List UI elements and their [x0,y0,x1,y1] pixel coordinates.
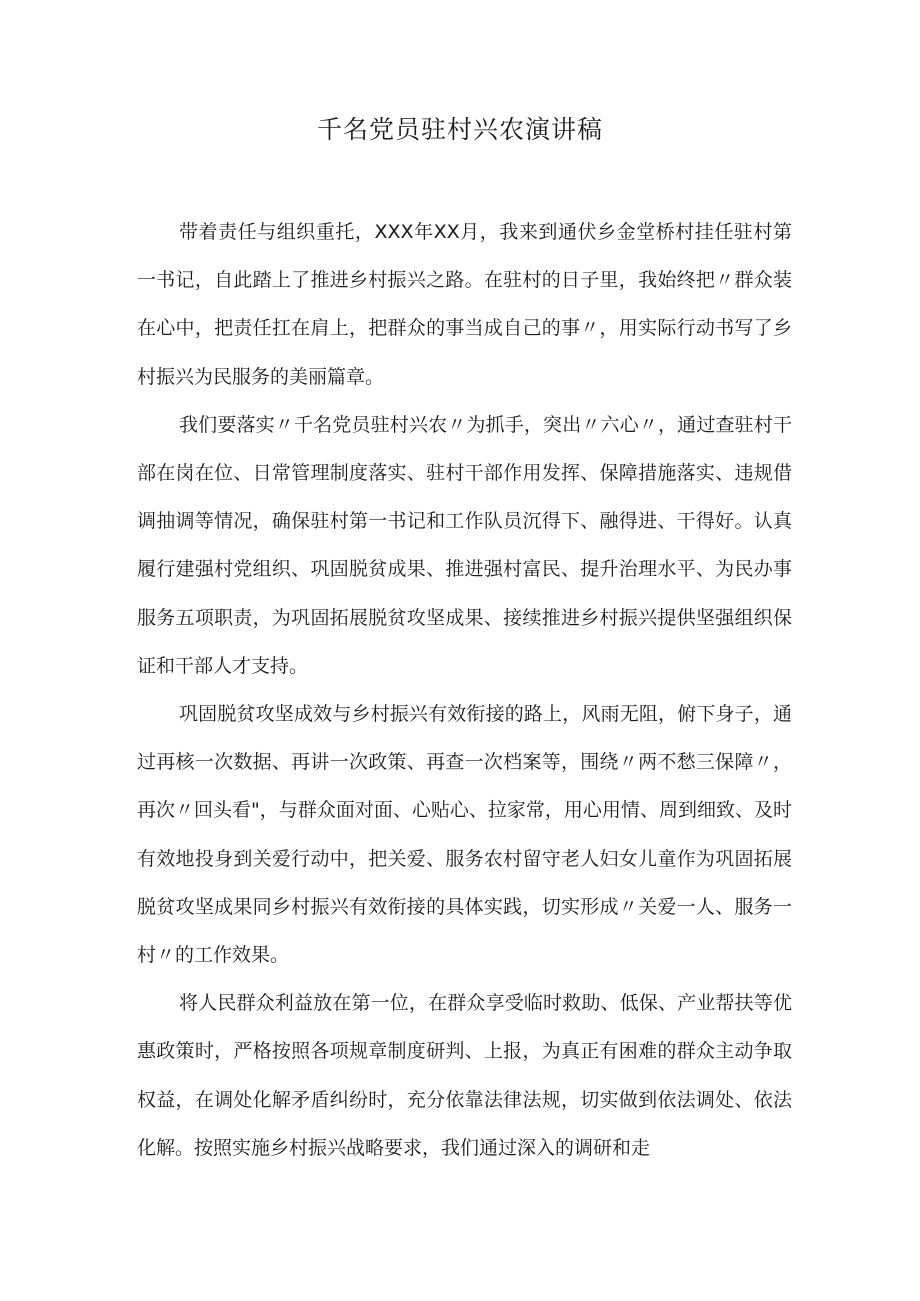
paragraph-2: 我们要落实〃千名党员驻村兴农〃为抓手，突出〃六心〃，通过查驻村干部在岗在位、日常管理制度落实、驻村干部作用发挥、保障措施落实、违规借调抽调等情况，确保驻村第一书记和工作队员沉得下、融得进、干得好。认真履行建强村党组织、巩固脱贫成果、推进强村富民、提升治理水平、为民办事服务五项职责，为巩固拓展脱贫攻坚成果、接续推进乡村振兴提供坚强组织保证和干部人才支持。 [137,413,792,677]
paragraph-3: 巩固脱贫攻坚成效与乡村振兴有效衔接的路上，风雨无阻，俯下身子，通过再核一次数据、再讲一次政策、再查一次档案等，围绕〃两不愁三保障〃，再次〃回头看"，与群众面对面、心贴心、拉家常，用心用情、周到细致、及时有效地投身到关爱行动中，把关爱、服务农村留守老人妇女儿童作为巩固拓展脱贫攻坚成果同乡村振兴有效衔接的具体实践，切实形成〃关爱一人、服务一村〃的工作效果。 [137,703,792,967]
document-title: 千名党员驻村兴农演讲稿 [316,115,603,144]
document-body [137,208,792,1172]
paragraph-1: 带着责任与组织重托，XXX年XX月，我来到通伏乡金堂桥村挂任驻村第一书记，自此踏上了推进乡村振兴之路。在驻村的日子里，我始终把〃群众装在心中，把责任扛在肩上，把群众的事当成自己的事〃，用实际行动书写了乡村振兴为民服务的美丽篇章。 [137,221,792,388]
paragraph-4: 将人民群众利益放在第一位，在群众享受临时救助、低保、产业帮扶等优惠政策时，严格按照各项规章制度研判、上报，为真正有困难的群众主动争取权益，在调处化解矛盾纠纷时，充分依靠法律法规，切实做到依法调处、依法化解。按照实施乡村振兴战略要求，我们通过深入的调研和走 [137,992,792,1159]
